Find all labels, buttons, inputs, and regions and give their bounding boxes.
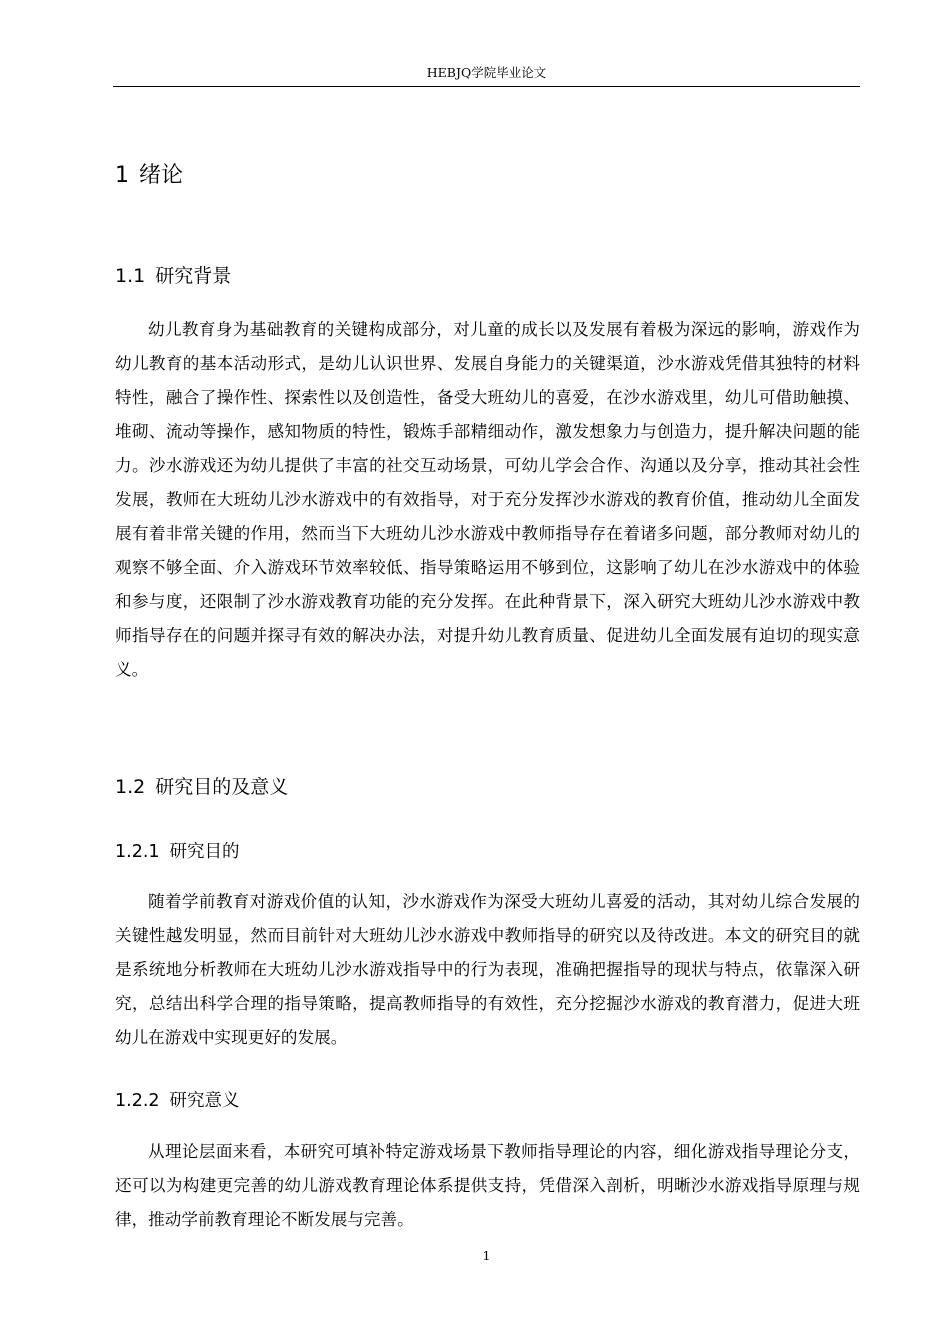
section-title: 研究背景 xyxy=(155,265,232,287)
chapter-heading xyxy=(115,160,183,192)
section-number: 1.1 xyxy=(115,265,146,287)
section-number: 1.2 xyxy=(115,776,146,798)
subsection-number: 1.2.1 xyxy=(115,842,160,862)
chapter-title: 绪论 xyxy=(139,163,184,188)
page-number: 1 xyxy=(482,1248,491,1263)
paragraph-research-significance: 从理论层面来看，本研究可填补特定游戏场景下教师指导理论的内容，细化游戏指导理论分支，还可以为构建更完善的幼儿游戏教育理论体系提供支持，凭借深入剖析，明晰沙水游戏指导原理与规律，推动学前教育理论不断发展与完善。 xyxy=(115,1142,860,1229)
subsection-heading-1-2-2 xyxy=(115,1088,240,1114)
subsection-number: 1.2.2 xyxy=(115,1091,160,1111)
section-heading-1-1 xyxy=(115,262,231,290)
section-title: 研究目的及意义 xyxy=(155,776,289,798)
paragraph-research-background: 幼儿教育身为基础教育的关键构成部分，对儿童的成长以及发展有着极为深远的影响，游戏作为幼儿教育的基本活动形式，是幼儿认识世界、发展自身能力的关键渠道，沙水游戏凭借其独特的材料特性，融合了操作性、探索性以及创造性，备受大班幼儿的喜爱，在沙水游戏里，幼儿可借助触摸、堆砌、流动等操作，感知物质的特性，锻炼手部精细动作，激发想象力与创造力，提升解决问题的能力。沙水游戏还为幼儿提供了丰富的社交互动场景，可幼儿学会合作、沟通以及分享，推动其社会性发展，教师在大班幼儿沙水游戏中的有效指导，对于充分发挥沙水游戏的教育价值，推动幼儿全面发展有着非常关键的作用，然而当下大班幼儿沙水游戏中教师指导存在着诸多问题，部分教师对幼儿的观察不够全面、介入游戏环节效率较低、指导策略运用不够到位，这影响了幼儿在沙水游戏中的体验和参与度，还限制了沙水游戏教育功能的充分发挥。在此种背景下，深入研究大班幼儿沙水游戏中教师指导存在的问题并探寻有效的解决办法，对提升幼儿教育质量、促进幼儿全面发展有迫切的现实意义。 xyxy=(115,320,860,679)
section-heading-1-2 xyxy=(115,773,288,801)
subsection-title: 研究目的 xyxy=(169,842,240,862)
paragraph-research-purpose: 随着学前教育对游戏价值的认知，沙水游戏作为深受大班幼儿喜爱的活动，其对幼儿综合发展的关键性越发明显，然而目前针对大班幼儿沙水游戏中教师指导的研究以及待改进。本文的研究目的就是系统地分析教师在大班幼儿沙水游戏指导中的行为表现，准确把握指导的现状与特点，依靠深入研究，总结出科学合理的指导策略，提高教师指导的有效性，充分挖掘沙水游戏的教育潜力，促进大班幼儿在游戏中实现更好的发展。 xyxy=(115,892,860,1047)
page-header: HEBJQ学院毕业论文 xyxy=(426,65,547,80)
chapter-number: 1 xyxy=(115,163,129,188)
header-divider xyxy=(113,86,860,87)
subsection-title: 研究意义 xyxy=(169,1091,240,1111)
subsection-heading-1-2-1 xyxy=(115,839,240,865)
